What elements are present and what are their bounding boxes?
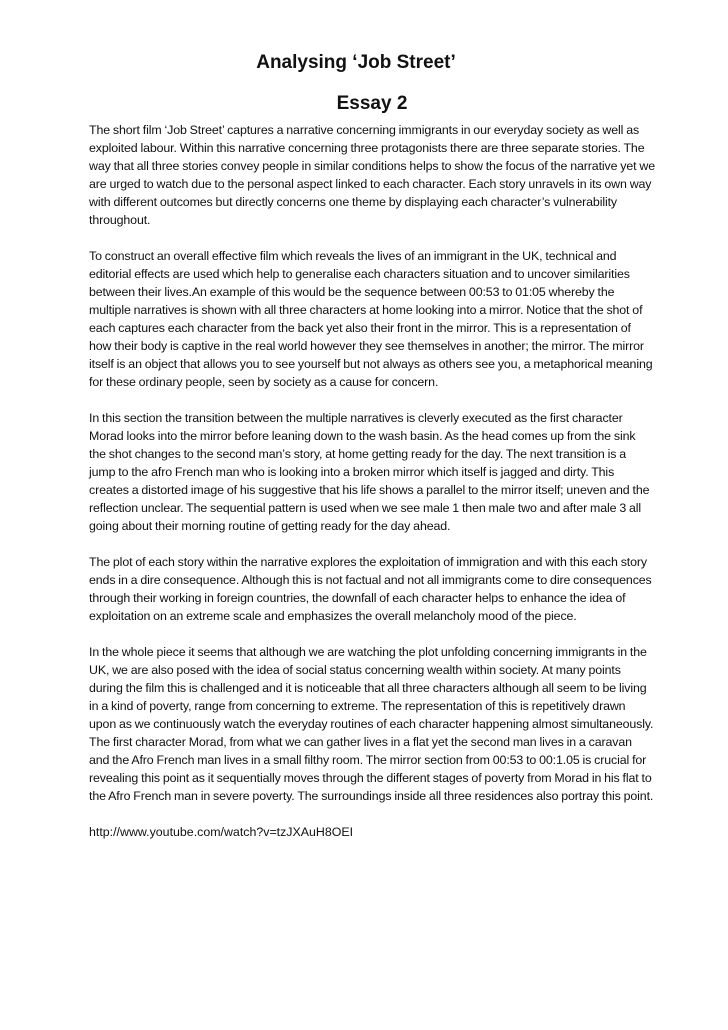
paragraph-1: The short film ‘Job Street’ captures a narrative concerning immigrants in our everyday society as well as exploited labour. Within this narrative concerning three protagonists there are three separate stories. The way that all three stories convey people in similar conditions helps to show the focus of the narrative yet we are urged to watch due to the personal aspect linked to each character. Each story unravels in its own way with different outcomes but directly concerns one theme by displaying each character’s vulnerability throughout. [89, 123, 655, 227]
document-body [89, 121, 655, 841]
document-title: Analysing ‘Job Street’ [256, 52, 456, 73]
paragraph-5: In the whole piece it seems that although we are watching the plot unfolding concerning immigrants in the UK, we are also posed with the idea of social status concerning wealth within society. At many points during the film this is challenged and it is noticeable that all three characters although all seem to be living in a kind of poverty, range from concerning to extreme. The representation of this is repetitively drawn upon as we continuously watch the everyday routines of each character happening almost simultaneously. The first character Morad, from what we can gather lives in a flat yet the second man lives in a caravan and the Afro French man lives in a small filthy room. The mirror section from 00:53 to 00:1.05 is crucial for revealing this point as it sequentially moves through the different stages of poverty from Morad in his flat to the Afro French man in severe poverty. The surroundings inside all three residences also portray this point. [89, 645, 654, 803]
paragraph-3: In this section the transition between the multiple narratives is cleverly executed as the first character Morad looks into the mirror before leaning down to the wash basin. As the head comes up from the sink the shot changes to the second man’s story, at home getting ready for the day. The next transition is a jump to the afro French man who is looking into a broken mirror which itself is jagged and dirty. This creates a distorted image of his suggestive that his life shows a parallel to the mirror itself; uneven and the reflection unclear. The sequential pattern is used when we see male 1 then male two and after male 3 all going about their morning routine of getting ready for the day ahead. [89, 411, 650, 533]
paragraph-4: The plot of each story within the narrative explores the exploitation of immigration and with this each story ends in a dire consequence. Although this is not factual and not all immigrants come to dire consequences through their working in foreign countries, the downfall of each character helps to enhance the idea of exploitation on an extreme scale and emphasizes the overall melancholy mood of the piece. [89, 555, 652, 623]
paragraph-2: To construct an overall effective film which reveals the lives of an immigrant in the UK, technical and editorial effects are used which help to generalise each characters situation and to uncover similarities between their lives.An example of this would be the sequence between 00:53 to 01:05 whereby the multiple narratives is shown with all three characters at home looking into a mirror. Notice that the shot of each captures each character from the back yet also their front in the mirror. This is a representation of how their body is captive in the real world however they see themselves in another; the mirror. The mirror itself is an object that allows you to see yourself but not always as others see you, a metaphorical meaning for these ordinary people, seen by society as a cause for concern. [89, 249, 653, 389]
document-subtitle: Essay 2 [336, 93, 408, 114]
video-link[interactable]: http://www.youtube.com/watch?v=tzJXAuH8OEI [89, 825, 354, 839]
